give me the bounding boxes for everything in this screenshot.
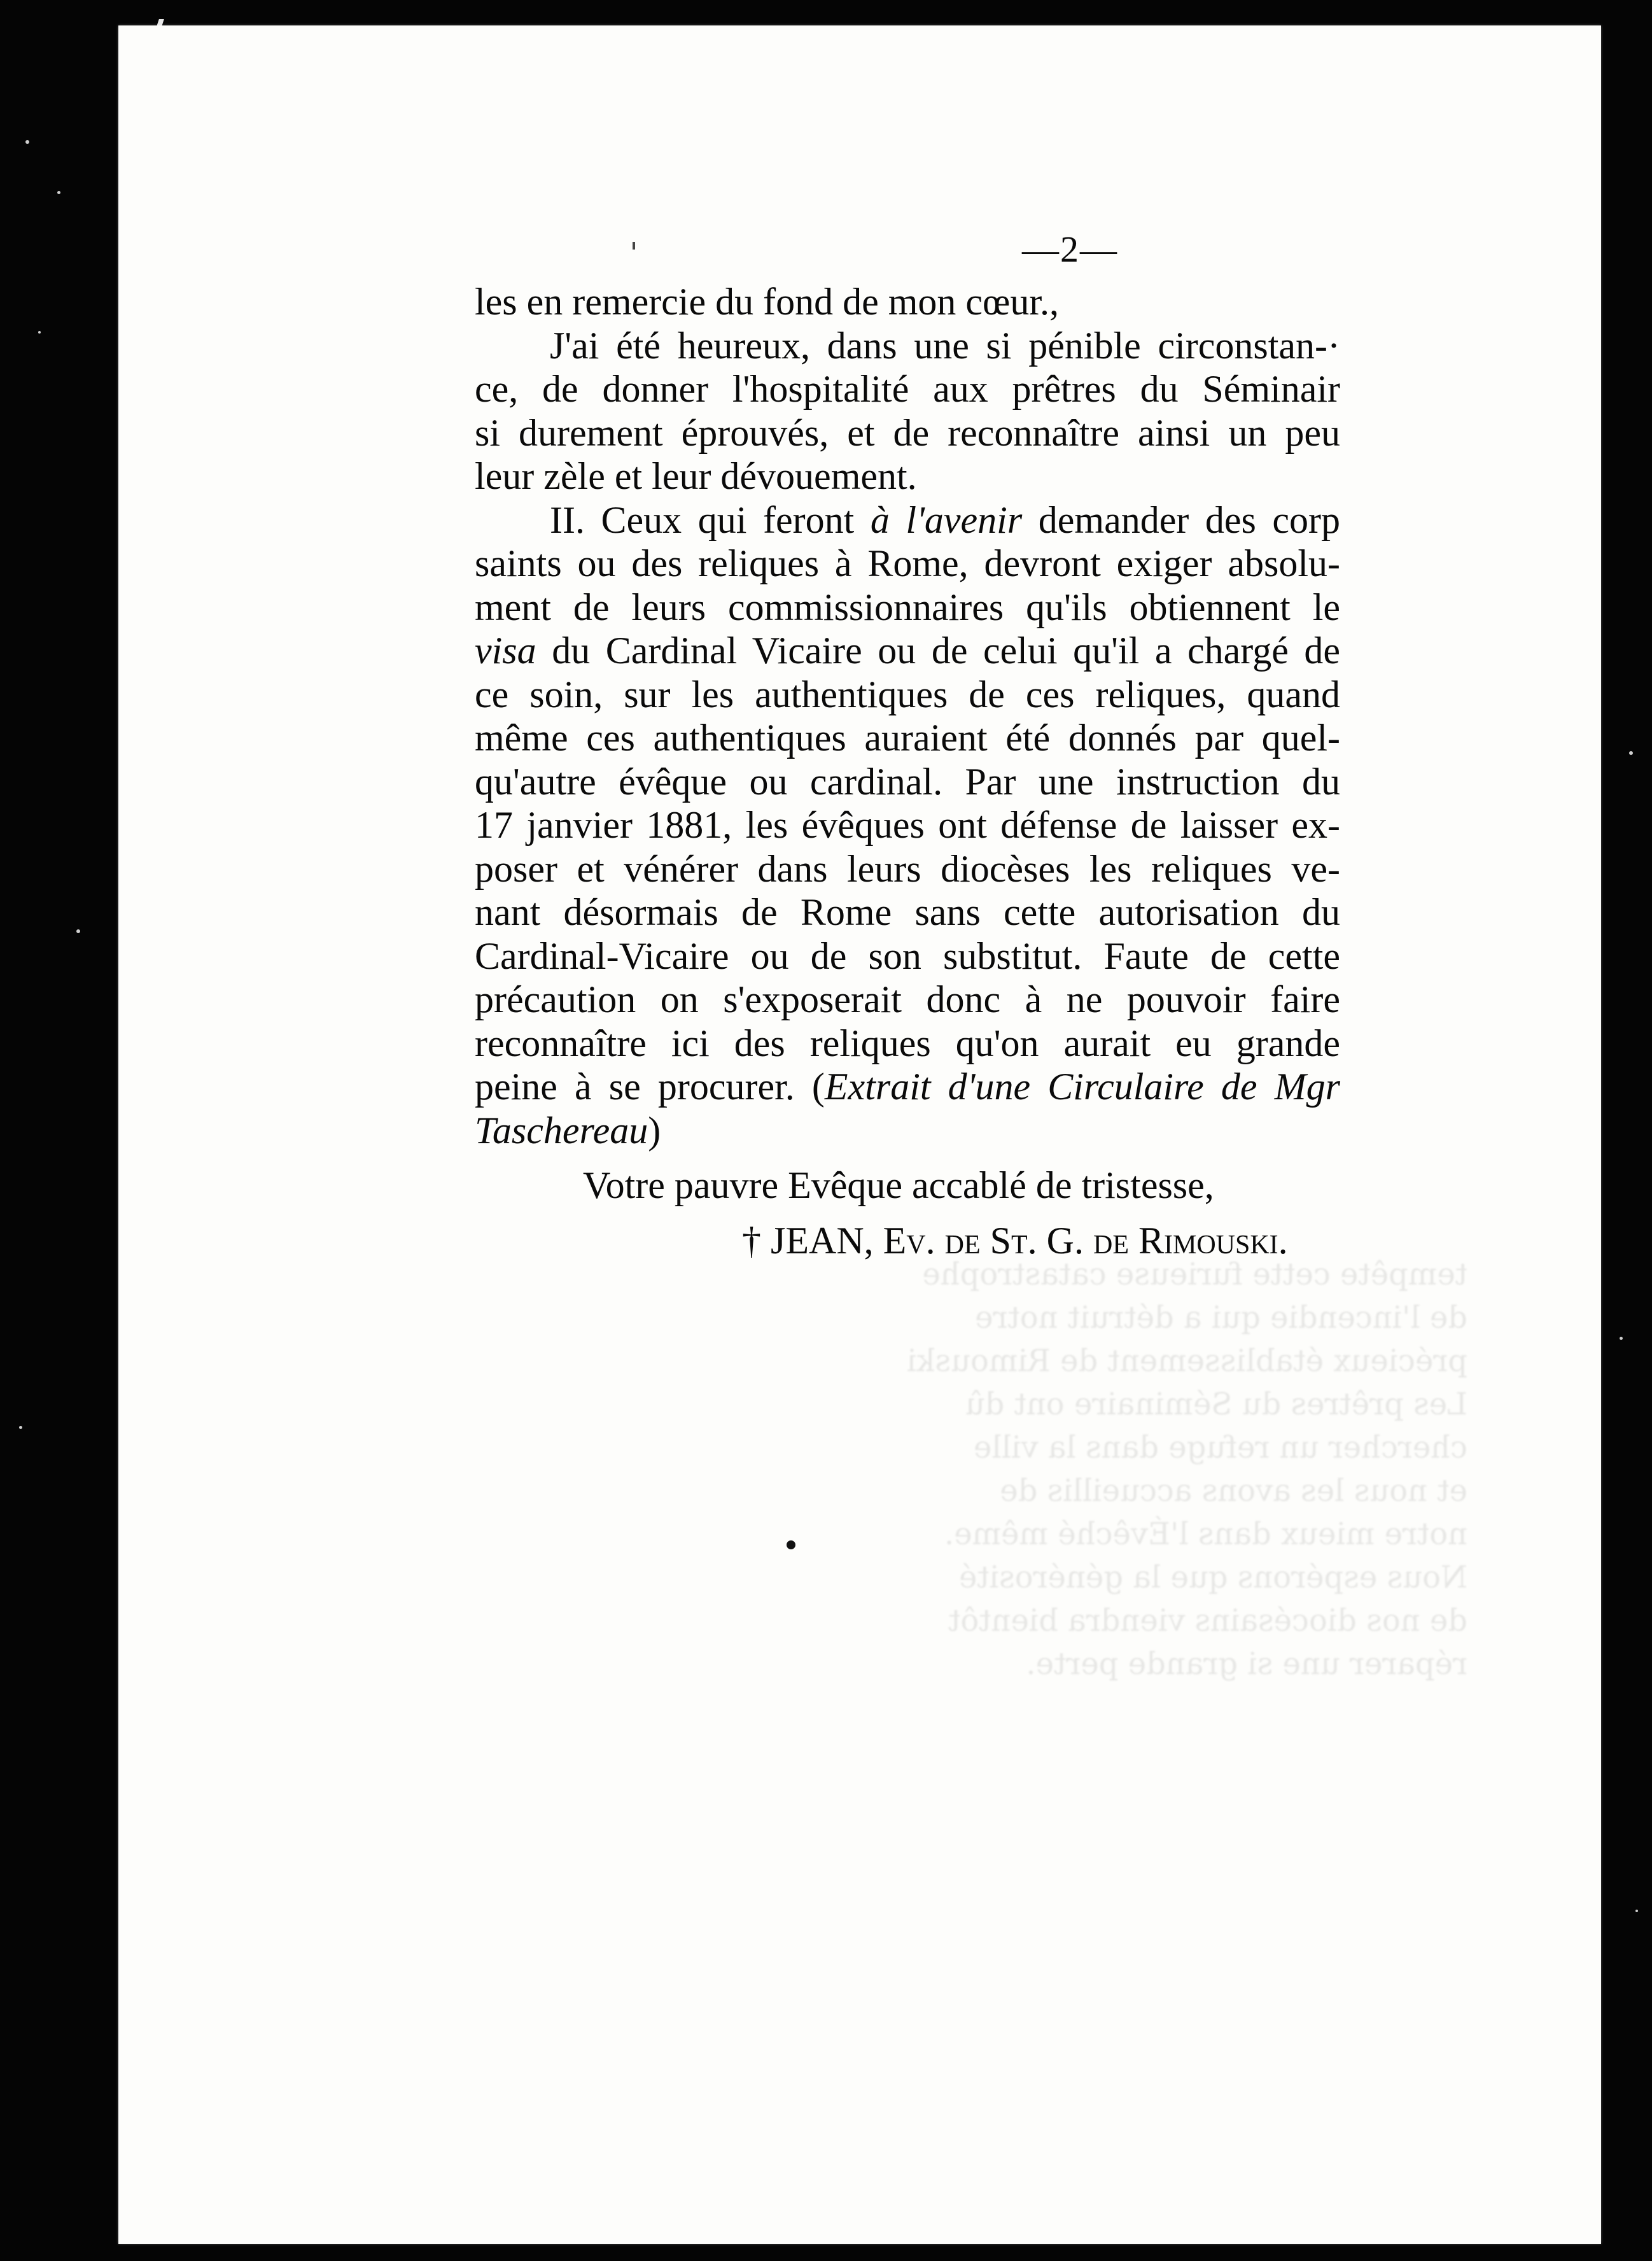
text-line: Cardinal-Vicaire ou de son substitut. Faute de cette [475, 934, 1340, 977]
text-segment: II. Ceux qui feront [550, 498, 855, 541]
text-line [475, 1065, 1340, 1109]
dust-speck [1629, 751, 1633, 755]
signature-name: JEAN, Ev. de St. G. de Rimouski. [771, 1219, 1288, 1262]
dust-speck [76, 929, 80, 933]
text-line: leur zèle et leur dévouement. [475, 455, 917, 497]
text-line [475, 1109, 1340, 1153]
dust-speck [38, 331, 41, 334]
citation-italic: Taschereau [475, 1109, 648, 1152]
italic-phrase: à l'avenir [870, 498, 1023, 541]
text-line: précaution on s'exposerait donc à ne pouvoir faire [475, 978, 1340, 1020]
text-line: ment de leurs commissionnaires qu'ils obtiennent le [475, 586, 1340, 628]
letter-body [475, 280, 1340, 1262]
text-line [475, 629, 1340, 673]
cross-symbol: † [742, 1219, 761, 1262]
dust-speck [57, 191, 60, 194]
text-line: si durement éprouvés, et de reconnaître ainsi un peu [475, 411, 1340, 454]
text-line [475, 498, 1340, 542]
text-segment: ) [648, 1109, 661, 1152]
italic-word: visa [475, 630, 536, 672]
dust-speck [1620, 1337, 1623, 1340]
text-line: ce soin, sur les authentiques de ces reliques, quand [475, 673, 1340, 715]
closing-salutation: Votre pauvre Evêque accablé de tristesse, [583, 1164, 1214, 1206]
text-line: qu'autre évêque ou cardinal. Par une instruction du [475, 760, 1340, 803]
text-segment: demander des corp [1038, 498, 1341, 541]
text-line: saints ou des reliques à Rome, devront exiger absolu- [475, 542, 1340, 584]
show-through-text: tempête cette furieuse catastrophe de l'incendie qui a détruit notre précieux établissement de Rimouski Les prêtres du Séminaire ont dû chercher un refuge dans la ville et nous les avons accueillis de notre mieux dans l'Évêché même. Nous espérons que la générosité de nos diocésains viendra bientôt réparer une si grande perte. [906, 1257, 1467, 1682]
text-segment: peine à se procurer. ( [475, 1066, 825, 1108]
dust-speck [25, 140, 29, 144]
dust-speck [1635, 1910, 1638, 1912]
document-page [118, 25, 1601, 2244]
text-line: ce, de donner l'hospitalité aux prêtres du Séminair [475, 368, 1340, 410]
print-mark [633, 242, 635, 250]
page-number: —2— [1022, 229, 1118, 270]
print-mark [787, 1540, 795, 1549]
text-line: 17 janvier 1881, les évêques ont défense de laisser ex- [475, 804, 1340, 846]
dust-speck [19, 1426, 22, 1429]
text-line: J'ai été heureux, dans une si pénible circonstan-· [550, 324, 1340, 367]
text-line: reconnaître ici des reliques qu'on aurait eu grande [475, 1022, 1340, 1064]
text-line: poser et vénérer dans leurs diocèses les reliques ve- [475, 847, 1340, 890]
text-segment: du Cardinal Vicaire ou de celui qu'il a chargé de [552, 630, 1341, 672]
text-line: les en remercie du fond de mon cœur., [475, 281, 1060, 323]
text-line: même ces authentiques auraient été donnés par quel- [475, 717, 1340, 759]
citation-italic: Extrait d'une Circulaire de Mgr [824, 1066, 1340, 1108]
signature-line [475, 1219, 1340, 1263]
text-line: nant désormais de Rome sans cette autorisation du [475, 891, 1340, 933]
